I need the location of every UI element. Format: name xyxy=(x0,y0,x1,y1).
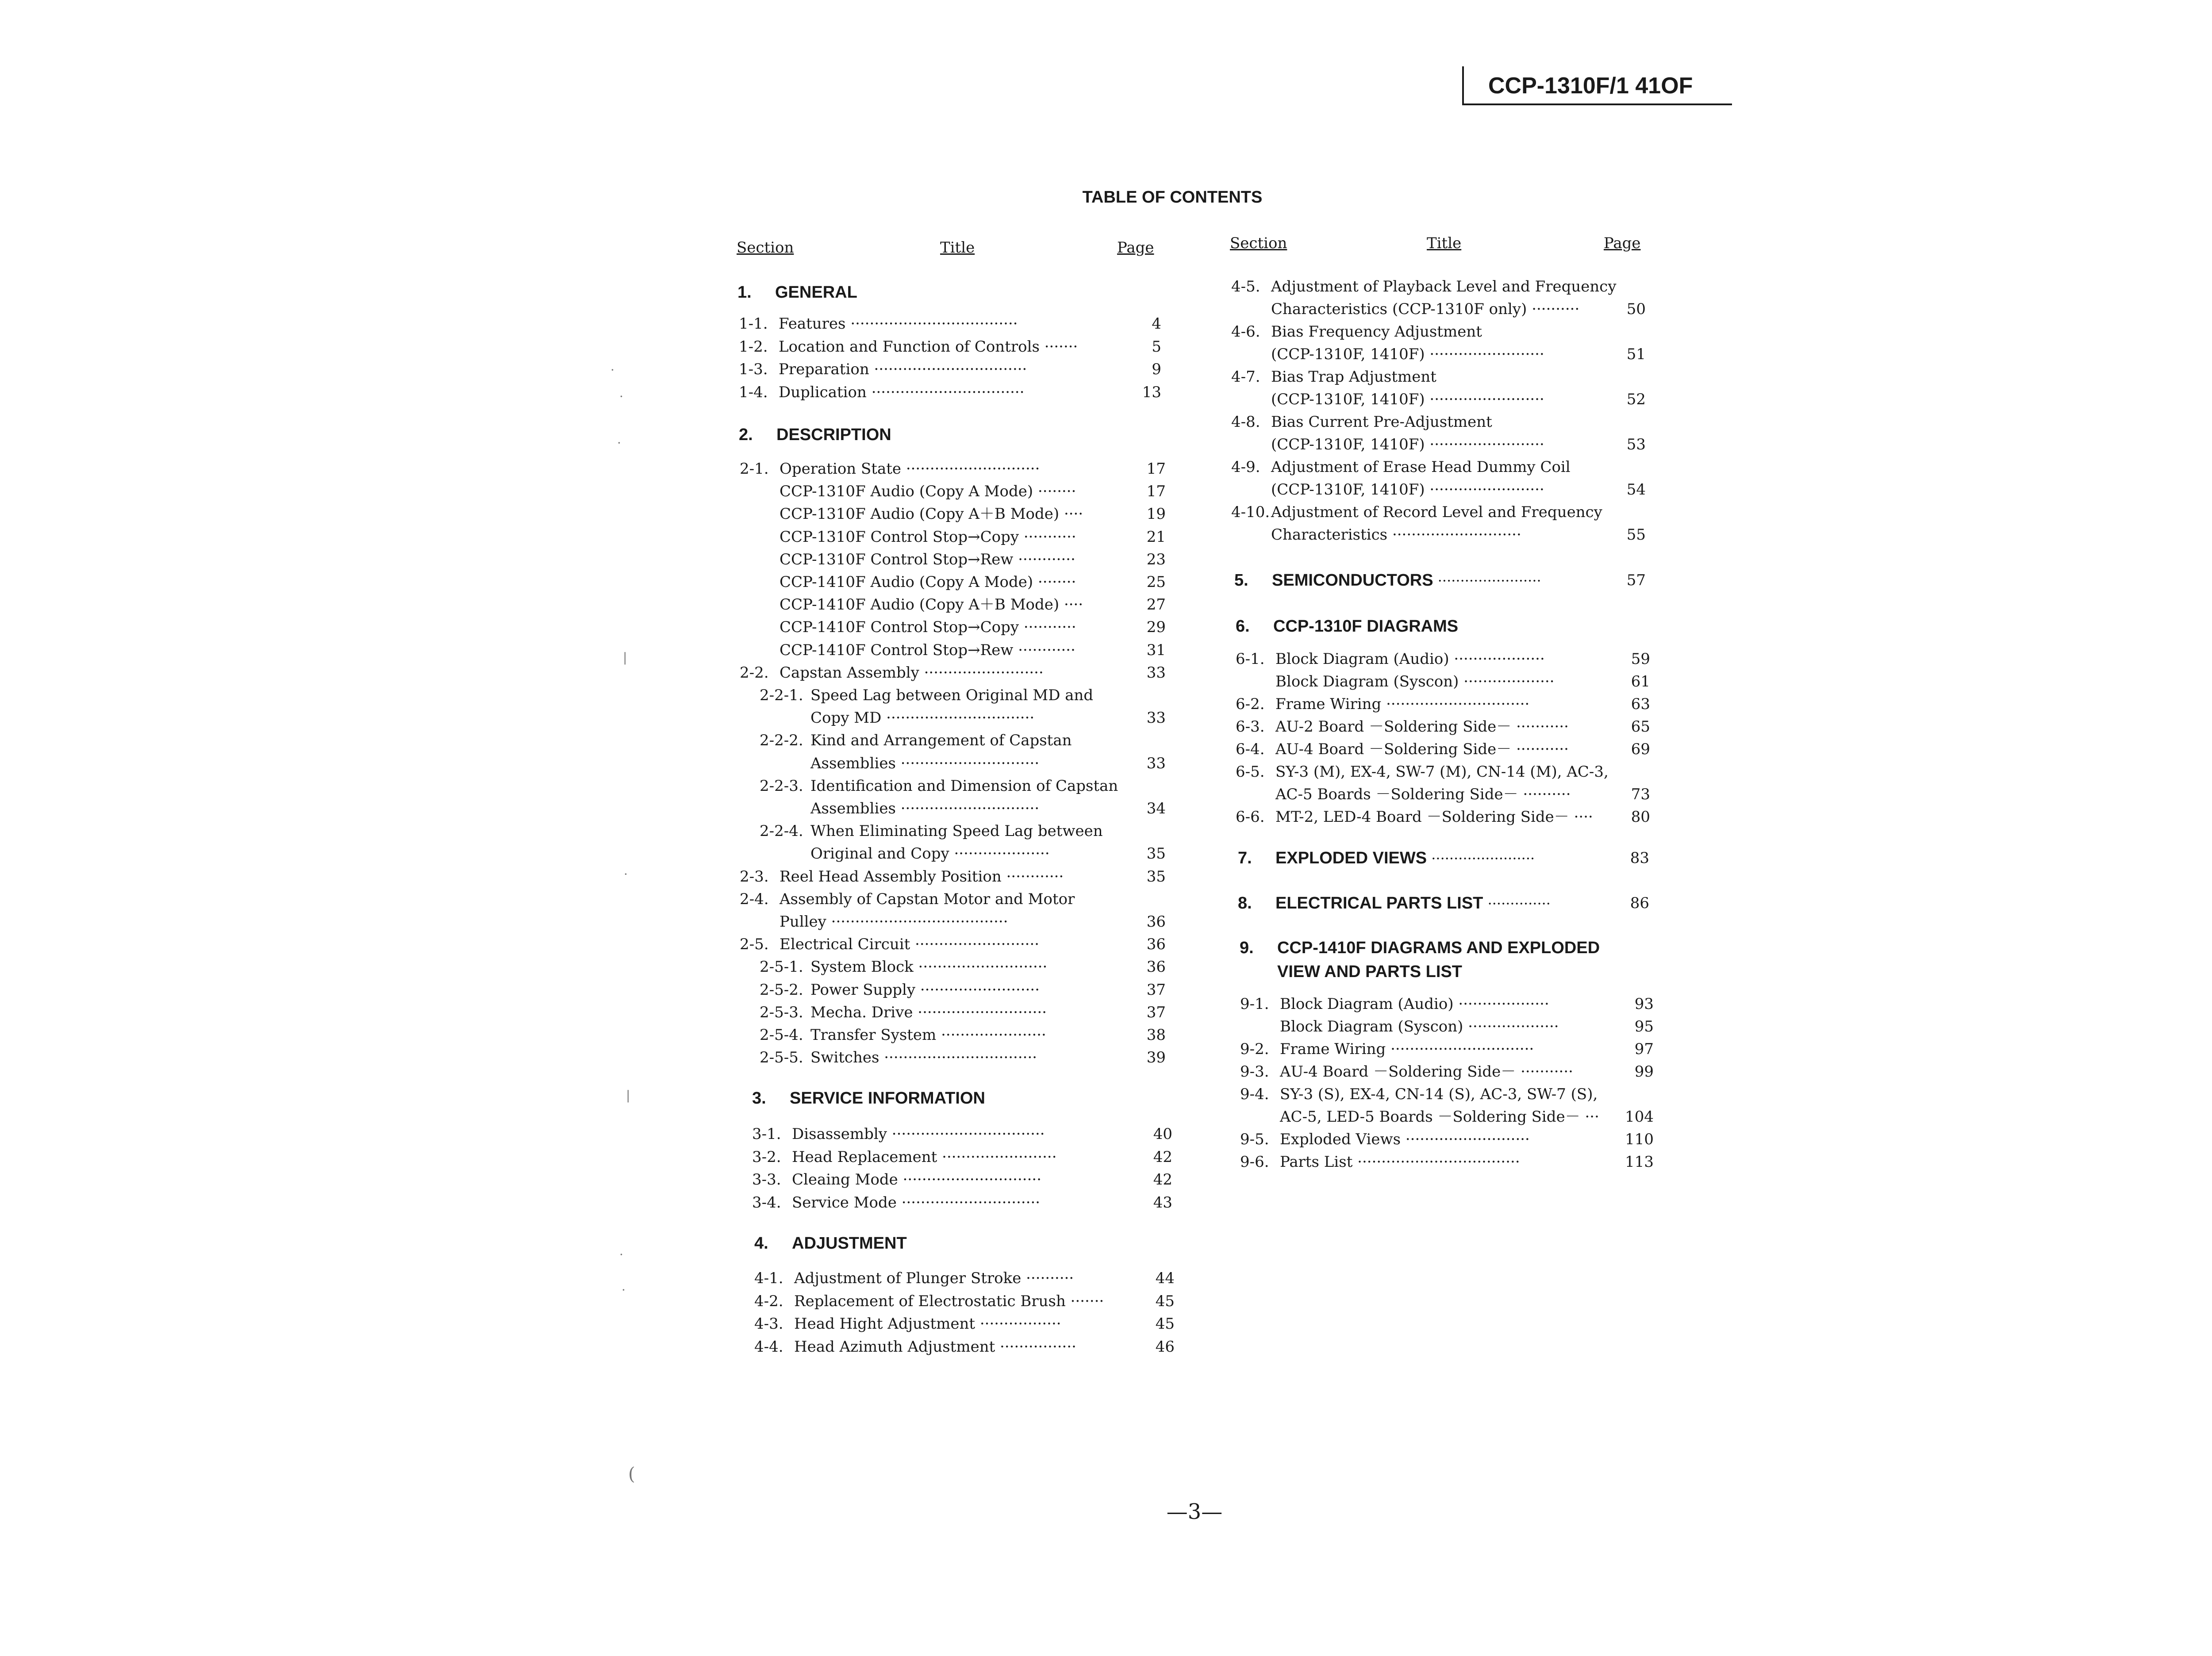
entry-title: Copy MD ······························· xyxy=(810,709,1035,727)
entry-number: 2-2-2. xyxy=(760,732,803,750)
entry-number: 2-2-3. xyxy=(760,777,803,795)
section-title: ELECTRICAL PARTS LIST xyxy=(1275,894,1483,912)
scan-mark: | xyxy=(623,650,627,665)
scan-mark: · xyxy=(624,867,628,882)
entry-number: 3-3. xyxy=(752,1171,781,1188)
page-ref: 36 xyxy=(1146,958,1166,976)
entry-title: Assemblies ····························· xyxy=(810,800,1040,817)
entry-title: SY-3 (M), EX-4, SW-7 (M), CN-14 (M), AC-3, xyxy=(1275,763,1609,781)
entry-number: 4-1. xyxy=(754,1269,783,1287)
page-ref: 31 xyxy=(1146,641,1166,659)
entry-number: 2-5-1. xyxy=(760,958,803,976)
leader-dots: ······················· xyxy=(1433,572,1541,589)
page-ref: 55 xyxy=(1626,526,1646,544)
section-title: DESCRIPTION xyxy=(776,426,891,444)
entry-title: Cleaing Mode ····························· xyxy=(792,1171,1042,1188)
entry-title: Head Azimuth Adjustment ················ xyxy=(794,1338,1076,1356)
entry-title: Pulley ····································· xyxy=(780,913,1008,931)
page-ref: 17 xyxy=(1146,460,1166,478)
entry-title: Adjustment of Playback Level and Frequency xyxy=(1271,278,1617,295)
entry-title: When Eliminating Speed Lag between xyxy=(810,822,1103,840)
leader-dots: ······················· xyxy=(1427,850,1535,867)
toc-heading: TABLE OF CONTENTS xyxy=(1082,188,1263,207)
entry-title: (CCP-1310F, 1410F) ························ xyxy=(1271,436,1544,453)
page-ref: 63 xyxy=(1631,695,1650,713)
page-ref: 42 xyxy=(1153,1171,1172,1188)
section-heading-adjustment xyxy=(754,1234,907,1253)
page-ref: 39 xyxy=(1146,1049,1166,1067)
section-heading-ccp-1310f-diagrams xyxy=(1236,617,1458,636)
entry-title: Original and Copy ···················· xyxy=(810,845,1050,863)
page-ref: 9 xyxy=(1152,360,1161,378)
page-ref: 4 xyxy=(1152,315,1161,333)
entry-number: 6-4. xyxy=(1236,740,1265,758)
scan-mark: · xyxy=(622,1283,626,1297)
entry-title: Adjustment of Erase Head Dummy Coil xyxy=(1271,458,1571,476)
entry-number: 4-2. xyxy=(754,1292,783,1310)
entry-number: 9-2. xyxy=(1240,1040,1269,1058)
section-column-header: Section xyxy=(1230,234,1287,252)
page-ref: 69 xyxy=(1631,740,1650,758)
entry-number: 3-1. xyxy=(752,1125,781,1143)
entry-title: Replacement of Electrostatic Brush ······· xyxy=(794,1292,1104,1310)
entry-title: MT-2, LED-4 Board －Soldering Side－ ···· xyxy=(1275,808,1593,826)
section-number: 5. xyxy=(1234,571,1248,590)
entry-title: Mecha. Drive ··························· xyxy=(810,1003,1047,1021)
page-ref: 52 xyxy=(1626,391,1646,408)
page-ref: 33 xyxy=(1146,709,1166,727)
entry-number: 2-5-4. xyxy=(760,1026,803,1044)
entry-title: Exploded Views ·························· xyxy=(1280,1131,1530,1148)
section-heading-ccp-1410f-diagrams xyxy=(1240,939,1600,958)
entry-number: 9-5. xyxy=(1240,1131,1269,1148)
entry-title: System Block ··························· xyxy=(810,958,1048,976)
page-ref: 54 xyxy=(1626,481,1646,498)
page-ref: 57 xyxy=(1626,571,1646,589)
page-ref: 35 xyxy=(1146,845,1166,863)
section-number: 1. xyxy=(737,283,752,302)
entry-number: 4-3. xyxy=(754,1315,783,1333)
entry-number: 6-2. xyxy=(1236,695,1265,713)
entry-number: 2-2. xyxy=(740,663,769,682)
entry-title: Duplication ································ xyxy=(779,383,1025,401)
title-column-header: Title xyxy=(1427,234,1462,252)
entry-title: CCP-1310F Control Stop→Rew ············ xyxy=(780,550,1075,568)
entry-title: Adjustment of Record Level and Frequency xyxy=(1271,503,1602,521)
section-heading-general xyxy=(737,283,857,302)
entry-title: Transfer System ······················ xyxy=(810,1026,1046,1044)
entry-number: 9-1. xyxy=(1240,995,1269,1013)
section-heading-service-information xyxy=(752,1089,985,1108)
leader-dots: ·············· xyxy=(1483,895,1551,912)
entry-title: Assemblies ····························· xyxy=(810,754,1040,772)
page-ref: 99 xyxy=(1634,1063,1654,1081)
left-column-headers xyxy=(737,239,1161,257)
scan-mark: · xyxy=(611,363,614,377)
section-title: VIEW AND PARTS LIST xyxy=(1277,962,1462,981)
entry-title: AU-4 Board －Soldering Side－ ··········· xyxy=(1275,740,1569,758)
entry-title: Parts List ·································· xyxy=(1280,1153,1520,1171)
page-ref: 86 xyxy=(1630,894,1649,912)
entry-number: 1-4. xyxy=(739,383,768,401)
page-ref: 37 xyxy=(1146,981,1166,999)
page-ref: 42 xyxy=(1153,1148,1172,1166)
page-ref: 34 xyxy=(1146,800,1166,817)
page-ref: 113 xyxy=(1625,1153,1654,1171)
section-heading-description xyxy=(739,426,891,445)
entry-title: CCP-1410F Control Stop→Copy ··········· xyxy=(780,618,1076,636)
entry-title: Switches ································ xyxy=(810,1049,1037,1067)
section-title: SEMICONDUCTORS xyxy=(1272,571,1433,590)
page-ref: 73 xyxy=(1631,786,1650,803)
entry-title: AC-5 Boards －Soldering Side－ ·········· xyxy=(1275,786,1571,803)
entry-number: 2-3. xyxy=(740,867,769,886)
entry-title: Bias Frequency Adjustment xyxy=(1271,323,1482,341)
scan-mark: ( xyxy=(628,1464,635,1484)
entry-number: 3-2. xyxy=(752,1148,781,1166)
entry-title: Capstan Assembly ························· xyxy=(780,663,1044,682)
page-ref: 35 xyxy=(1146,867,1166,886)
page-ref: 45 xyxy=(1155,1315,1175,1333)
entry-number: 2-5-3. xyxy=(760,1003,803,1021)
page-ref: 40 xyxy=(1153,1125,1172,1143)
model-title: CCP-1310F/1 41OF xyxy=(1462,66,1732,105)
page-ref: 95 xyxy=(1634,1018,1654,1035)
page-ref: 61 xyxy=(1631,673,1650,690)
entry-title: Head Replacement ························ xyxy=(792,1148,1057,1166)
entry-title: (CCP-1310F, 1410F) ························ xyxy=(1271,345,1544,363)
entry-number: 6-3. xyxy=(1236,718,1265,736)
entry-title: CCP-1310F Control Stop→Copy ··········· xyxy=(780,528,1076,546)
entry-title: Block Diagram (Syscon) ··················· xyxy=(1275,673,1555,690)
entry-title: Adjustment of Plunger Stroke ·········· xyxy=(794,1269,1074,1287)
entry-number: 4-10. xyxy=(1231,503,1270,521)
page-ref: 110 xyxy=(1625,1131,1654,1148)
entry-title: AC-5, LED-5 Boards －Soldering Side－ ··· xyxy=(1280,1108,1599,1126)
entry-number: 9-6. xyxy=(1240,1153,1269,1171)
entry-number: 3-4. xyxy=(752,1193,781,1211)
section-title: ADJUSTMENT xyxy=(792,1234,907,1253)
section-number: 6. xyxy=(1236,617,1250,636)
entry-number: 2-4. xyxy=(740,890,769,908)
page-ref: 17 xyxy=(1146,483,1166,501)
entry-title: Reel Head Assembly Position ············ xyxy=(780,867,1064,886)
entry-title: Assembly of Capstan Motor and Motor xyxy=(780,890,1075,908)
section-number: 7. xyxy=(1238,849,1252,867)
page-number: —3— xyxy=(1166,1499,1223,1524)
page-ref: 5 xyxy=(1152,337,1161,356)
entry-title: CCP-1310F Audio (Copy A＋B Mode) ···· xyxy=(780,505,1083,523)
title-column-header: Title xyxy=(940,239,975,257)
entry-number: 9-4. xyxy=(1240,1085,1269,1103)
page-ref: 50 xyxy=(1626,300,1646,318)
entry-title: Identification and Dimension of Capstan xyxy=(810,777,1118,795)
section-title: GENERAL xyxy=(775,283,857,302)
entry-number: 4-9. xyxy=(1231,458,1260,476)
scan-mark: | xyxy=(626,1088,630,1103)
page-ref: 93 xyxy=(1634,995,1654,1013)
page-ref: 37 xyxy=(1146,1003,1166,1021)
entry-title: Kind and Arrangement of Capstan xyxy=(810,732,1072,750)
page-ref: 97 xyxy=(1634,1040,1654,1058)
page-ref: 45 xyxy=(1155,1292,1175,1310)
page-ref: 80 xyxy=(1631,808,1650,826)
entry-number: 2-2-4. xyxy=(760,822,803,840)
page-ref: 29 xyxy=(1146,618,1166,636)
page-ref: 59 xyxy=(1631,650,1650,668)
entry-title: Characteristics (CCP-1310F only) ·········· xyxy=(1271,300,1580,318)
entry-number: 4-8. xyxy=(1231,413,1260,431)
page-ref: 65 xyxy=(1631,718,1650,736)
entry-number: 1-2. xyxy=(739,337,768,356)
section-title: CCP-1310F DIAGRAMS xyxy=(1273,617,1459,636)
entry-number: 6-6. xyxy=(1236,808,1265,826)
page-ref: 36 xyxy=(1146,935,1166,954)
entry-title: Location and Function of Controls ······· xyxy=(779,337,1078,356)
entry-number: 6-1. xyxy=(1236,650,1265,668)
scan-mark: · xyxy=(619,389,623,404)
entry-title: Block Diagram (Syscon) ··················· xyxy=(1280,1018,1559,1035)
page-ref: 33 xyxy=(1146,754,1166,772)
section-title: EXPLODED VIEWS xyxy=(1275,849,1427,867)
page-ref: 13 xyxy=(1142,383,1161,401)
entry-title: Head Hight Adjustment ················· xyxy=(794,1315,1061,1333)
entry-title: Block Diagram (Audio) ··················· xyxy=(1280,995,1549,1013)
right-column-headers xyxy=(1230,234,1655,252)
page-ref: 27 xyxy=(1146,596,1166,614)
section-number: 3. xyxy=(752,1089,766,1108)
section-number: 4. xyxy=(754,1234,768,1253)
entry-title: Bias Trap Adjustment xyxy=(1271,368,1436,386)
entry-title: Characteristics ··························· xyxy=(1271,526,1521,544)
entry-number: 4-6. xyxy=(1231,323,1260,341)
page-ref: 104 xyxy=(1625,1108,1654,1126)
page-ref: 38 xyxy=(1146,1026,1166,1044)
entry-number: 4-5. xyxy=(1231,278,1260,295)
entry-title: CCP-1410F Control Stop→Rew ············ xyxy=(780,641,1075,659)
section-number: 9. xyxy=(1240,939,1254,957)
entry-title: CCP-1310F Audio (Copy A Mode) ········ xyxy=(780,483,1076,501)
page-ref: 25 xyxy=(1146,573,1166,591)
entry-number: 2-5. xyxy=(740,935,769,954)
entry-title: Operation State ···························· xyxy=(780,460,1040,478)
entry-title: (CCP-1310F, 1410F) ························ xyxy=(1271,391,1544,408)
section-number: 8. xyxy=(1238,894,1252,912)
section-title: SERVICE INFORMATION xyxy=(790,1089,985,1108)
entry-title: Frame Wiring ······························ xyxy=(1275,695,1530,713)
scan-mark: · xyxy=(619,1247,623,1262)
page-ref: 36 xyxy=(1146,913,1166,931)
section-heading-ccp-1410f-diagrams-line2 xyxy=(1277,962,1462,981)
page-ref: 23 xyxy=(1146,550,1166,568)
entry-number: 4-4. xyxy=(754,1338,783,1356)
entry-title: Block Diagram (Audio) ··················· xyxy=(1275,650,1545,668)
page-ref: 44 xyxy=(1155,1269,1175,1287)
entry-title: Disassembly ································ xyxy=(792,1125,1045,1143)
entry-number: 6-5. xyxy=(1236,763,1265,781)
entry-number: 1-1. xyxy=(739,315,768,333)
entry-title: Features ··································· xyxy=(779,315,1018,333)
entry-title: CCP-1410F Audio (Copy A＋B Mode) ···· xyxy=(780,596,1083,614)
entry-title: (CCP-1310F, 1410F) ························ xyxy=(1271,481,1544,498)
section-column-header: Section xyxy=(737,239,794,257)
entry-title: AU-4 Board －Soldering Side－ ··········· xyxy=(1280,1063,1573,1081)
entry-title: AU-2 Board －Soldering Side－ ··········· xyxy=(1275,718,1569,736)
page-ref: 33 xyxy=(1146,663,1166,682)
entry-title: Electrical Circuit ·························· xyxy=(780,935,1040,954)
entry-title: Speed Lag between Original MD and xyxy=(810,686,1094,704)
page-ref: 53 xyxy=(1626,436,1646,453)
entry-title: SY-3 (S), EX-4, CN-14 (S), AC-3, SW-7 (S), xyxy=(1280,1085,1598,1103)
page-ref: 21 xyxy=(1146,528,1166,546)
entry-number: 2-5-5. xyxy=(760,1049,803,1067)
scan-mark: · xyxy=(617,436,621,450)
entry-number: 2-2-1. xyxy=(760,686,803,704)
entry-title: Bias Current Pre-Adjustment xyxy=(1271,413,1492,431)
entry-title: CCP-1410F Audio (Copy A Mode) ········ xyxy=(780,573,1076,591)
page-ref: 43 xyxy=(1153,1193,1172,1211)
entry-number: 1-3. xyxy=(739,360,768,378)
entry-number: 4-7. xyxy=(1231,368,1260,386)
entry-title: Frame Wiring ······························ xyxy=(1280,1040,1534,1058)
page-column-header: Page xyxy=(1117,239,1154,257)
entry-number: 2-1. xyxy=(740,460,769,478)
entry-title: Service Mode ····························· xyxy=(792,1193,1041,1211)
entry-title: Preparation ································ xyxy=(779,360,1027,378)
page-column-header: Page xyxy=(1604,234,1641,252)
page-ref: 51 xyxy=(1626,345,1646,363)
section-title: CCP-1410F DIAGRAMS AND EXPLODED xyxy=(1277,939,1600,957)
page-ref: 46 xyxy=(1155,1338,1175,1356)
page-ref: 19 xyxy=(1146,505,1166,523)
page-ref: 83 xyxy=(1630,849,1649,867)
section-number: 2. xyxy=(739,426,753,444)
entry-number: 9-3. xyxy=(1240,1063,1269,1081)
entry-number: 2-5-2. xyxy=(760,981,803,999)
entry-title: Power Supply ························· xyxy=(810,981,1040,999)
